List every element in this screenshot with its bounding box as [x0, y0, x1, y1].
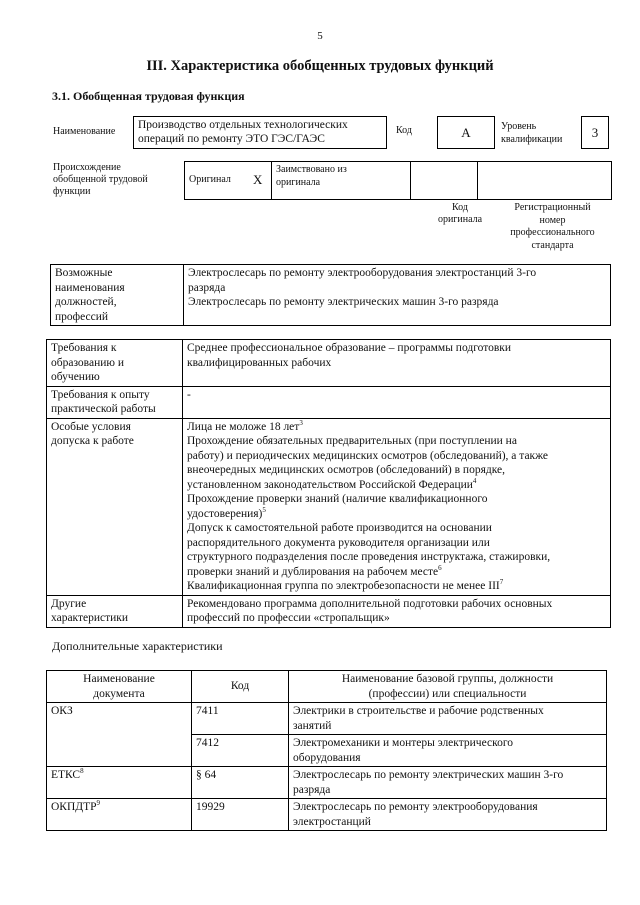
caption-line: оригинала [437, 214, 483, 225]
experience-label-line: Требования к опыту [51, 388, 150, 401]
level-label-line: квалификации [501, 134, 563, 145]
condition-line [187, 579, 606, 594]
experience-label-line: практической работы [51, 403, 156, 415]
level-label [501, 120, 562, 146]
education-label-line: Требования к [51, 342, 117, 354]
education-value [183, 340, 611, 387]
other-label-line: характеристики [51, 612, 129, 624]
footnote-ref: 6 [438, 563, 442, 572]
code-cell: 7412 [192, 735, 289, 767]
caption-line: Код [452, 202, 468, 213]
doc-cell [47, 767, 192, 799]
table-row [47, 703, 607, 735]
col-header-name [289, 671, 607, 703]
name-cell [289, 703, 607, 735]
positions-label-line: Возможные [55, 267, 113, 279]
code-cell: 19929 [192, 799, 289, 831]
header-line: Наименование базовой группы, должности [341, 673, 554, 685]
condition-line: Прохождение обязательных предварительных (при поступлении на [187, 435, 517, 447]
caption-line: стандарта [531, 239, 574, 251]
table-row [47, 799, 607, 831]
page-number: 5 [317, 30, 323, 42]
condition-line [187, 565, 606, 580]
extra-title: Дополнительные характеристики [52, 639, 223, 653]
code-cell: § 64 [192, 767, 289, 799]
section-title: III. Характеристика обобщенных трудовых функций [146, 58, 494, 74]
other-line: Рекомендовано программа дополнительной подготовки рабочих основных [187, 597, 553, 610]
education-label-line: обучению [51, 371, 100, 383]
doc-cell [47, 703, 192, 767]
condition-text: проверки знаний и дублирования на рабочем месте [187, 565, 439, 578]
positions-label-line: должностей, [55, 296, 117, 308]
original-mark: Х [245, 162, 272, 200]
condition-line: внеочередных медицинских осмотров (обследований) в порядке, [187, 464, 506, 476]
name-cell [289, 799, 607, 831]
conditions-label [47, 418, 183, 595]
education-label [47, 340, 183, 387]
position-line: Электрослесарь по ремонту электрооборудования электростанций 3-го [188, 267, 537, 279]
function-name-field [133, 116, 387, 149]
code-cell: 7411 [192, 703, 289, 735]
condition-text: установленном законодательством Российской Федерации [187, 478, 473, 491]
name-line: Электрослесарь по ремонту электрических машин 3-го [293, 769, 564, 781]
col-header-doc [47, 671, 192, 703]
function-name-line: Производство отдельных технологических [138, 119, 348, 131]
origin-label [53, 162, 148, 198]
registration-caption [494, 202, 611, 252]
footnote-ref: 3 [299, 418, 303, 427]
caption-line: профессионального [510, 227, 595, 238]
code-value: А [437, 116, 495, 149]
positions-label [51, 265, 184, 326]
col-header-code: Код [192, 671, 289, 703]
footnote-ref: 9 [96, 799, 101, 808]
condition-line [187, 420, 606, 435]
borrowed-line: Заимствовано из [276, 164, 347, 175]
other-label-line: Другие [51, 597, 87, 610]
header-line: документа [93, 687, 145, 700]
level-label-line: Уровень [501, 121, 537, 132]
borrowed-label [272, 162, 411, 200]
experience-label [47, 386, 183, 418]
experience-value: - [183, 386, 611, 418]
name-cell [289, 735, 607, 767]
name-label: Наименование [53, 126, 116, 137]
name-line: Электромеханики и монтеры электрического [293, 737, 514, 749]
condition-text: Квалификационная группа по электробезопасности не менее III [187, 580, 500, 592]
origin-table [184, 161, 612, 200]
name-line: занятий [293, 719, 332, 732]
doc-cell [47, 799, 192, 831]
condition-line: работу) и периодических медицинских осмотров (обследований), а также [187, 449, 549, 462]
caption-line: номер [539, 214, 566, 226]
level-value: 3 [581, 116, 609, 149]
header-line: (профессии) или специальности [368, 687, 527, 700]
origin-label-line: функции [53, 186, 91, 197]
conditions-value [183, 418, 611, 595]
positions-label-line: наименования [55, 281, 125, 294]
condition-text: Лица не моложе 18 лет [187, 420, 300, 433]
table-row [47, 767, 607, 799]
requirements-table [46, 339, 611, 628]
name-line: оборудования [293, 751, 361, 764]
name-line: разряда [293, 783, 331, 796]
borrowed-line: оригинала [276, 177, 321, 188]
doc-text: ОКПДТР [51, 801, 97, 813]
doc-text: ЕТКС [51, 769, 81, 781]
doc-text: ОКЗ [51, 705, 73, 717]
condition-line: распорядительного документа руководителя организации или [187, 536, 490, 549]
caption-line: Регистрационный [514, 202, 591, 213]
education-line: квалифицированных рабочих [187, 356, 332, 369]
conditions-label-line: Особые условия [51, 420, 131, 433]
conditions-label-line: допуска к работе [51, 435, 134, 447]
origin-label-line: Происхождение [53, 162, 121, 173]
condition-line: Допуск к самостоятельной работе производится на основании [187, 522, 492, 534]
condition-line: Прохождение проверки знаний (наличие квалификационного [187, 493, 488, 505]
other-value [183, 595, 611, 627]
footnote-ref: 7 [499, 578, 504, 587]
condition-line: структурного подразделения после проведения инструктажа, стажировки, [187, 551, 551, 563]
position-line: Электрослесарь по ремонту электрических машин 3-го разряда [188, 296, 499, 308]
registration-number-cell [478, 162, 612, 200]
other-line: профессий по профессии «стропальщик» [187, 612, 390, 624]
position-line: разряда [188, 281, 226, 294]
positions-label-line: профессий [55, 310, 109, 323]
positions-table [50, 264, 611, 326]
name-line: Электрики в строительстве и рабочие родственных [293, 705, 544, 717]
footnote-ref: 4 [472, 476, 477, 485]
condition-line [187, 507, 606, 522]
origin-code-caption [428, 202, 492, 226]
footnote-ref: 8 [80, 767, 84, 776]
footnote-ref: 5 [262, 505, 266, 514]
name-line: Электрослесарь по ремонту электрооборудования [293, 801, 538, 813]
name-line: электростанций [293, 815, 371, 828]
education-label-line: образованию и [51, 356, 124, 369]
extra-table [46, 670, 607, 831]
function-name-line: операций по ремонту ЭТО ГЭС/ГАЭС [138, 133, 325, 145]
condition-text: удостоверения) [187, 507, 263, 520]
other-label [47, 595, 183, 627]
origin-label-line: обобщенной трудовой [53, 174, 148, 185]
positions-value [184, 265, 611, 326]
original-label: Оригинал [185, 162, 245, 200]
education-line: Среднее профессиональное образование – программы подготовки [187, 342, 512, 354]
origin-code-cell [411, 162, 478, 200]
header-line: Наименование [83, 673, 155, 685]
code-label: Код [396, 125, 412, 136]
name-cell [289, 767, 607, 799]
condition-line [187, 478, 606, 493]
subsection-title: 3.1. Обобщенная трудовая функция [52, 89, 245, 103]
